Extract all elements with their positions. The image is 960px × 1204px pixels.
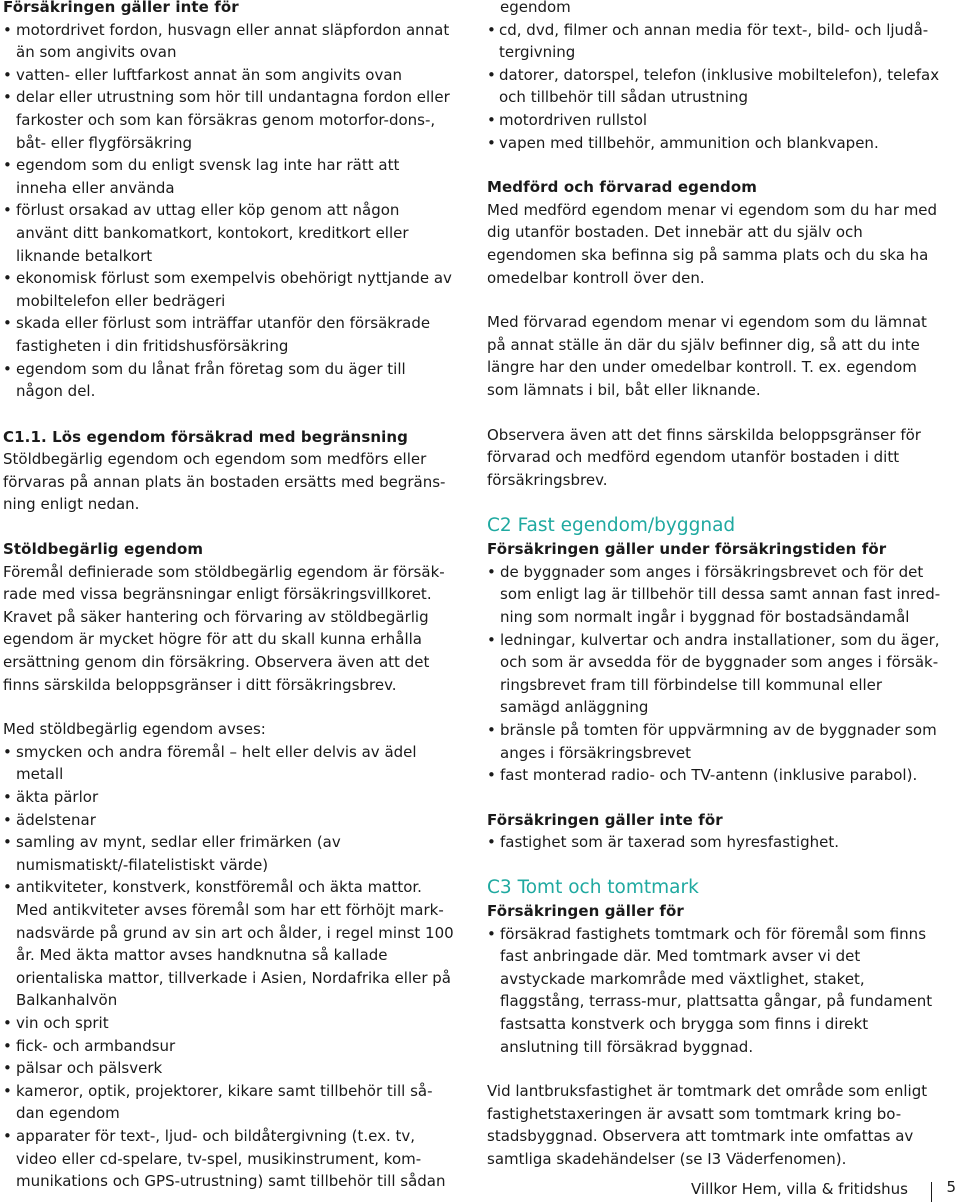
c2-items-list bbox=[487, 561, 943, 787]
list-item: • fast monterad radio- och TV-antenn (inklusive parabol). bbox=[487, 764, 943, 787]
left-column bbox=[3, 0, 455, 1193]
theft-heading: Stöldbegärlig egendom bbox=[3, 540, 204, 559]
c2-exclusion-list bbox=[487, 831, 943, 854]
list-item: • delar eller utrustning som hör till undantagna fordon eller farkoster och som kan försäkras genom motorfor-dons-, båt- eller flygförsäkring bbox=[3, 86, 455, 154]
c3-items-list bbox=[487, 923, 943, 1059]
page-number: 5 bbox=[946, 1178, 956, 1197]
more-theft-items-list bbox=[487, 19, 943, 155]
section-heading-c3: C3 Tomt och tomtmark bbox=[487, 877, 699, 898]
list-item: • egendom som du lånat från företag som du äger till någon del. bbox=[3, 358, 455, 403]
list-item: • bränsle på tomten för uppvärmning av de byggnader som anges i försäkringsbrevet bbox=[487, 719, 943, 764]
farm-paragraph: Vid lantbruksfastighet är tomtmark det område som enligt fastighetstaxeringen är avsatt som tomtmark kring bo-stadsbyggnad. Observera att tomtmark inte omfattas av samtliga skadehändelser (se I3 Väderfenomen). bbox=[487, 1082, 928, 1168]
list-item: • datorer, datorspel, telefon (inklusive mobiltelefon), telefax och tillbehör till sådan utrustning bbox=[487, 64, 943, 109]
theft-list-intro: Med stöldbegärlig egendom avses: bbox=[3, 720, 266, 739]
list-item: • ekonomisk förlust som exempelvis obehörigt nyttjande av mobiltelefon eller bedrägeri bbox=[3, 267, 455, 312]
footer-divider bbox=[931, 1182, 932, 1202]
list-item: • egendom som du enligt svensk lag inte har rätt att inneha eller använda bbox=[3, 154, 455, 199]
section-heading-c2: C2 Fast egendom/byggnad bbox=[487, 515, 736, 537]
page-footer bbox=[560, 1178, 960, 1204]
carried-heading: Medförd och förvarad egendom bbox=[487, 178, 757, 197]
limits-paragraph: Observera även att det finns särskilda beloppsgränser för förvarad och medförd egendom utanför bostaden i ditt försäkringsbrev. bbox=[487, 425, 921, 489]
footer-title: Villkor Hem, villa & fritidshus bbox=[691, 1180, 908, 1199]
list-item: • försäkrad fastighets tomtmark och för föremål som finns fast anbringade där. Med tomtmark avser vi det avstyckade markområde med växtlighet, staket, flaggstång, terrass-mur, plattsatta gångar, på fundament fastsatta konstverk och brygga som finns i direkt anslutning till försäkrad byggnad. bbox=[487, 923, 943, 1059]
list-item: • apparater för text-, ljud- och bildåtergivning (t.ex. tv, video eller cd-spelare, tv-spel, musikinstrument, kom-munikations och GPS-utrustning) samt tillbehör till sådan bbox=[3, 1125, 455, 1193]
right-column bbox=[487, 0, 943, 1171]
c3-subheading: Försäkringen gäller för bbox=[487, 902, 684, 920]
continuation-word: egendom bbox=[500, 0, 571, 16]
list-item: • antikviteter, konstverk, konstföremål och äkta mattor. Med antikviteter avses föremål som har ett förhöjt mark-nadsvärde på grund av sin art och ålder, i regel minst 100 år. Med äkta mattor avses handknutna så kallade orientaliska mattor, tillverkade i Asien, Nordafrika eller på Balkanhalvön bbox=[3, 876, 455, 1012]
list-item: • smycken och andra föremål – helt eller delvis av ädel metall bbox=[3, 741, 455, 786]
c11-paragraph: Stöldbegärlig egendom och egendom som medförs eller förvaras på annan plats än bostaden ersätts med begräns-ning enligt nedan. bbox=[3, 450, 446, 514]
list-item: • pälsar och pälsverk bbox=[3, 1057, 455, 1080]
continuation-text bbox=[487, 0, 943, 19]
stored-paragraph: Med förvarad egendom menar vi egendom som du lämnat på annat ställe än där du själv befinner dig, så att du inte längre har den under omedelbar kontroll. T. ex. egendom som lämnats i bil, båt eller liknande. bbox=[487, 313, 927, 399]
list-item: • motordriven rullstol bbox=[487, 109, 943, 132]
list-item: • motordrivet fordon, husvagn eller annat släpfordon annat än som angivits ovan bbox=[3, 19, 455, 64]
list-item: • vapen med tillbehör, ammunition och blankvapen. bbox=[487, 132, 943, 155]
theft-paragraph: Föremål definierade som stöldbegärlig egendom är försäk-rade med vissa begränsningar enligt försäkringsvillkoret. Kravet på säker hantering och förvaring av stöldbegärlig egendom är mycket högre för att du skall kunna erhålla ersättning genom din försäkring. Observera även att det finns särskilda beloppsgränser i ditt försäkringsbrev. bbox=[3, 562, 445, 694]
carried-paragraph: Med medförd egendom menar vi egendom som du har med dig utanför bostaden. Det innebär att du själv och egendomen ska befinna sig på samma plats och du ska ha omedelbar kontroll över den. bbox=[487, 200, 938, 287]
c2-exclusion-heading: Försäkringen gäller inte för bbox=[487, 810, 723, 829]
list-item: • förlust orsakad av uttag eller köp genom att någon använt ditt bankomatkort, kontokort, kreditkort eller liknande betalkort bbox=[3, 199, 455, 267]
section-heading-c11: C1.1. Lös egendom försäkrad med begränsning bbox=[3, 427, 408, 446]
heading-not-covered: Försäkringen gäller inte för bbox=[3, 0, 239, 16]
list-item: • cd, dvd, filmer och annan media för text-, bild- och ljudå-tergivning bbox=[487, 19, 943, 64]
c2-subheading: Försäkringen gäller under försäkringstiden för bbox=[487, 540, 887, 559]
theft-items-list bbox=[3, 741, 455, 1193]
list-item: • ädelstenar bbox=[3, 809, 455, 832]
list-item: • samling av mynt, sedlar eller frimärken (av numismatiskt/-filatelistiskt värde) bbox=[3, 831, 455, 876]
list-item: • vin och sprit bbox=[3, 1012, 455, 1035]
list-item: • vatten- eller luftfarkost annat än som angivits ovan bbox=[3, 64, 455, 87]
list-item: • äkta pärlor bbox=[3, 786, 455, 809]
list-item: • fastighet som är taxerad som hyresfastighet. bbox=[487, 831, 943, 854]
list-item: • fick- och armbandsur bbox=[3, 1035, 455, 1058]
not-covered-list bbox=[3, 19, 455, 403]
list-item: • skada eller förlust som inträffar utanför den försäkrade fastigheten i din fritidshusförsäkring bbox=[3, 312, 455, 357]
list-item: • de byggnader som anges i försäkringsbrevet och för det som enligt lag är tillbehör till dessa samt annan fast inred-ning som normalt ingår i byggnad för bostadsändamål bbox=[487, 561, 943, 629]
list-item: • ledningar, kulvertar och andra installationer, som du äger, och som är avsedda för de byggnader som anges i försäk-ringsbrevet fram till förbindelse till kommunal eller samägd anläggning bbox=[487, 629, 943, 719]
list-item: • kameror, optik, projektorer, kikare samt tillbehör till så-dan egendom bbox=[3, 1080, 455, 1125]
